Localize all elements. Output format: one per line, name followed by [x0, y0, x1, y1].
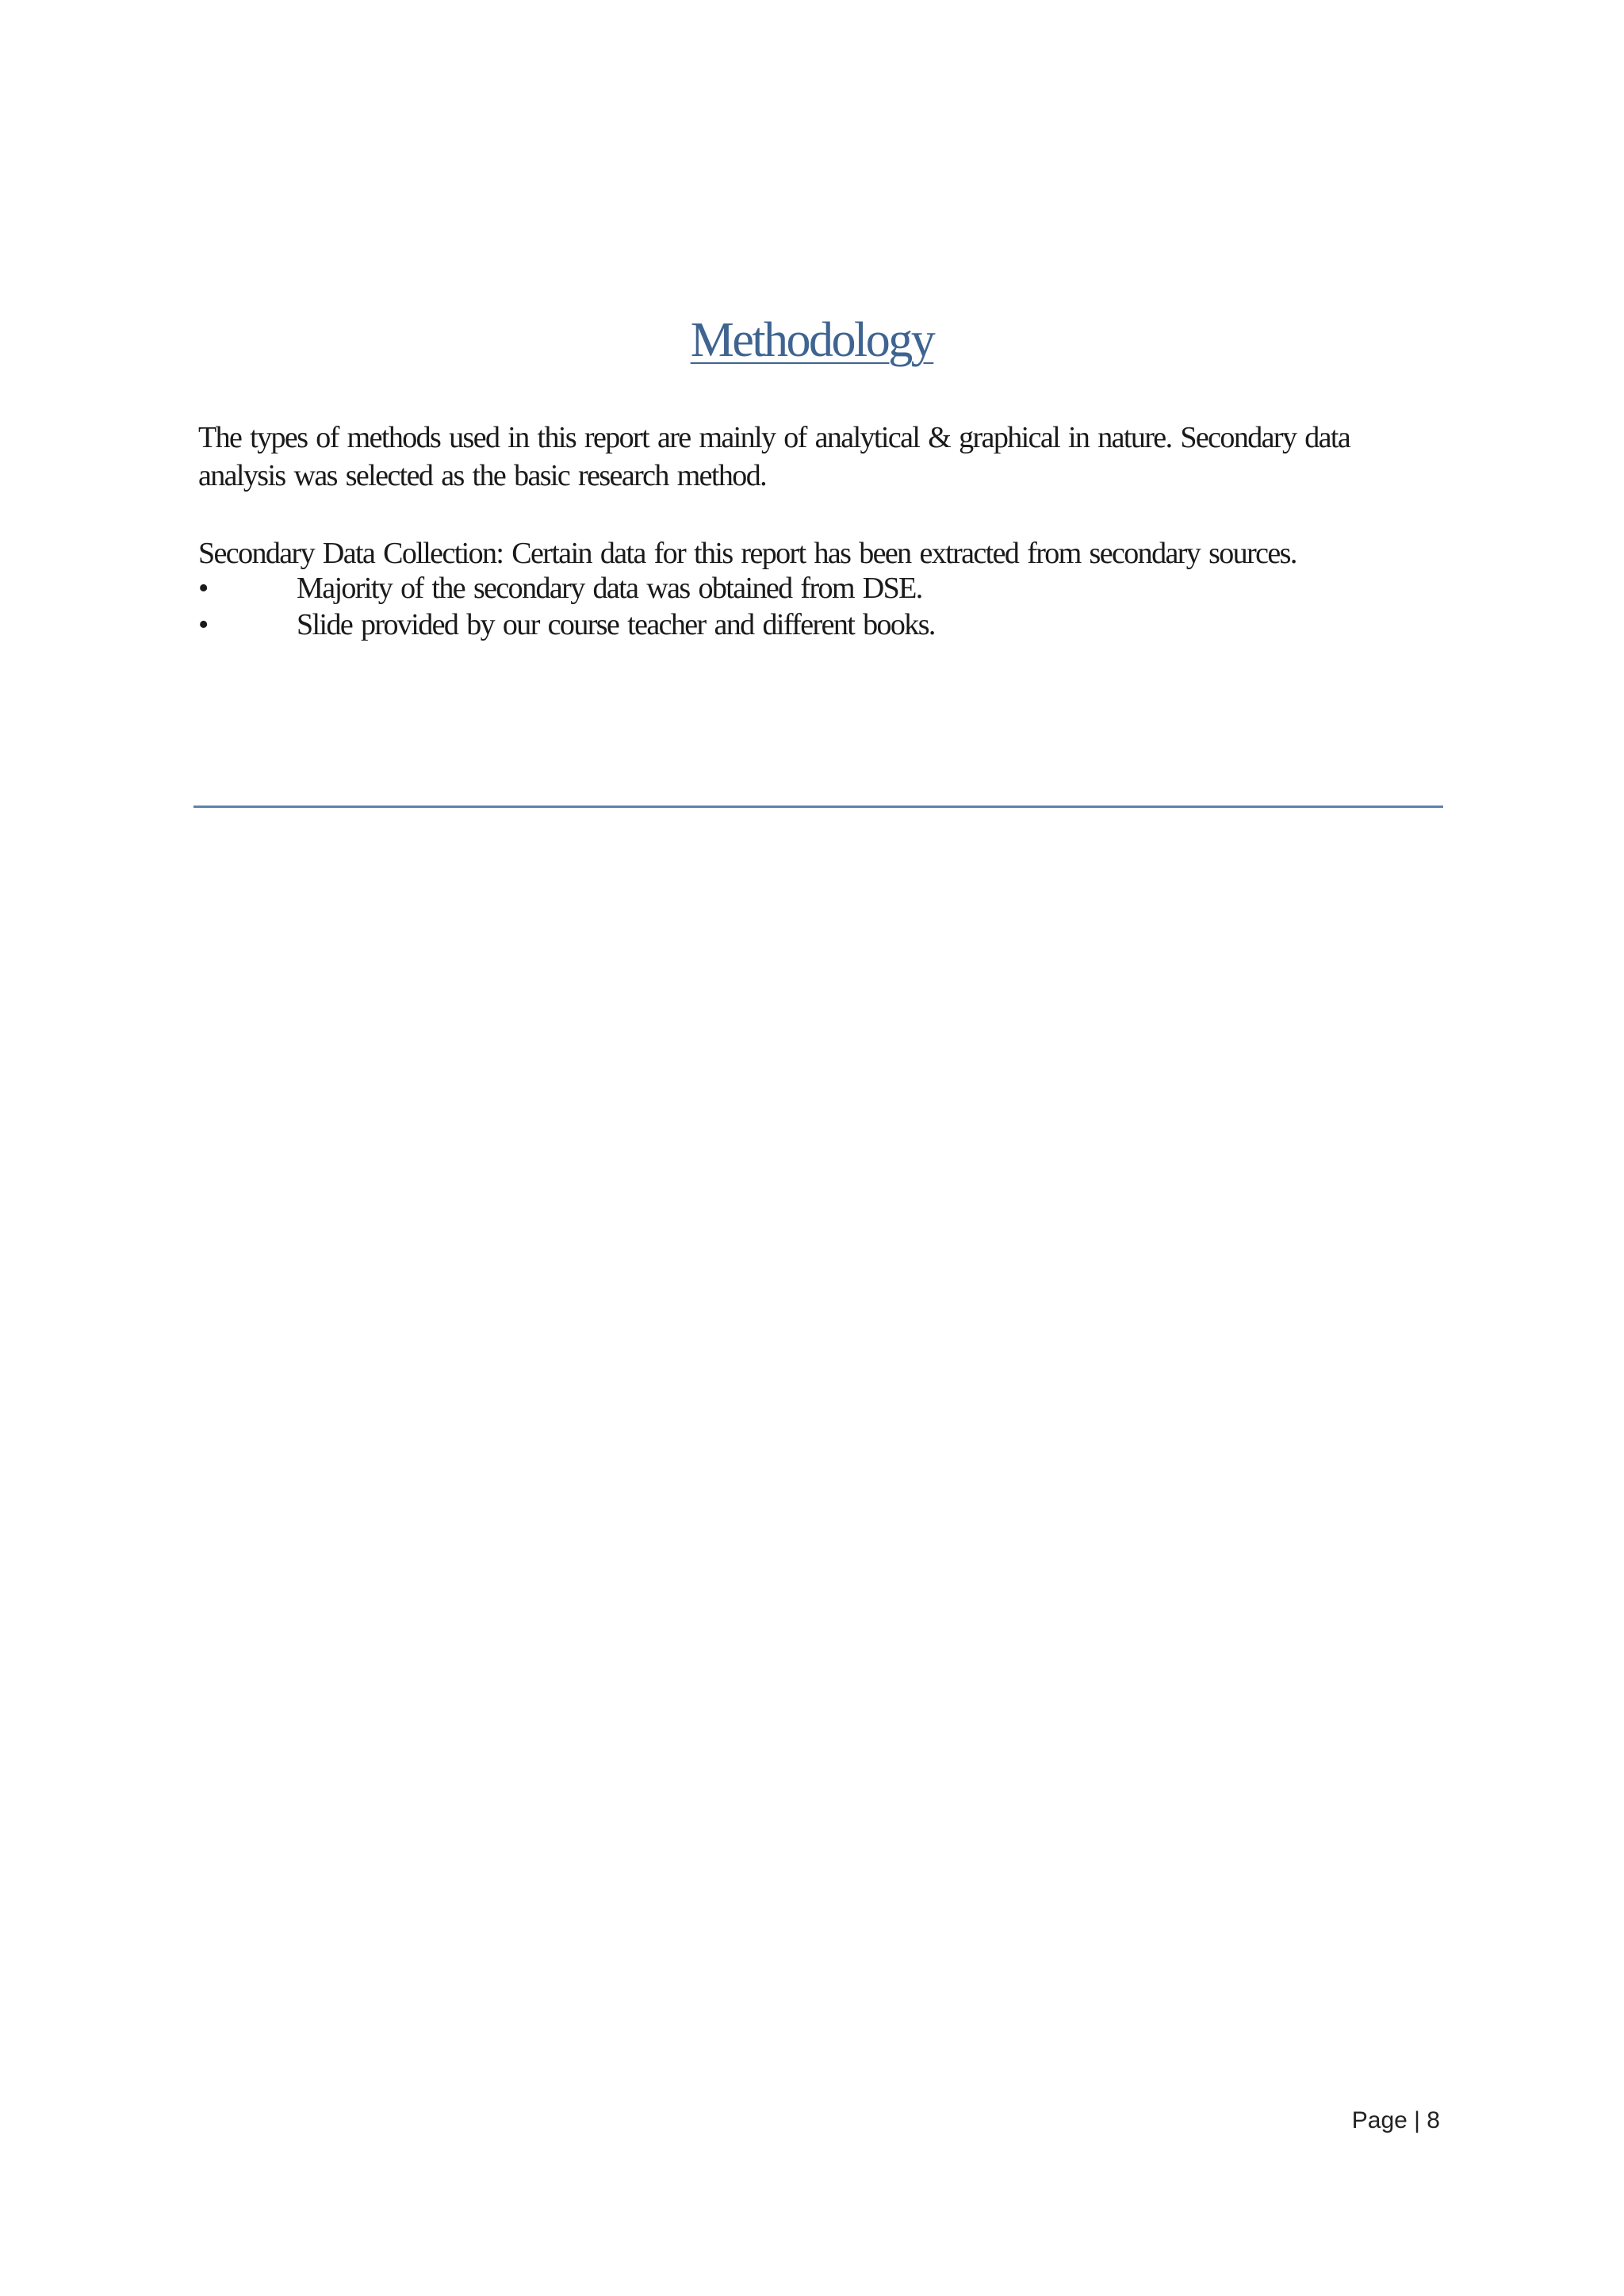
list-item-text: Majority of the secondary data was obtained from DSE.: [297, 572, 922, 605]
section-divider: [193, 806, 1443, 808]
bullet-icon: •: [198, 572, 208, 605]
data-collection-paragraph: Secondary Data Collection: Certain data for this report has been extracted from secondary sources.: [198, 537, 1297, 570]
list-item-text: Slide provided by our course teacher and different books.: [297, 608, 935, 641]
page-number: Page | 8: [1351, 2107, 1440, 2133]
bullet-icon: •: [198, 608, 208, 641]
methods-paragraph: The types of methods used in this report are mainly of analytical & graphical in nature. Secondary data analysis was selected as the basic research method.: [198, 421, 1350, 492]
page-title: [0, 313, 1624, 367]
page-title-text: Methodology: [690, 313, 934, 367]
